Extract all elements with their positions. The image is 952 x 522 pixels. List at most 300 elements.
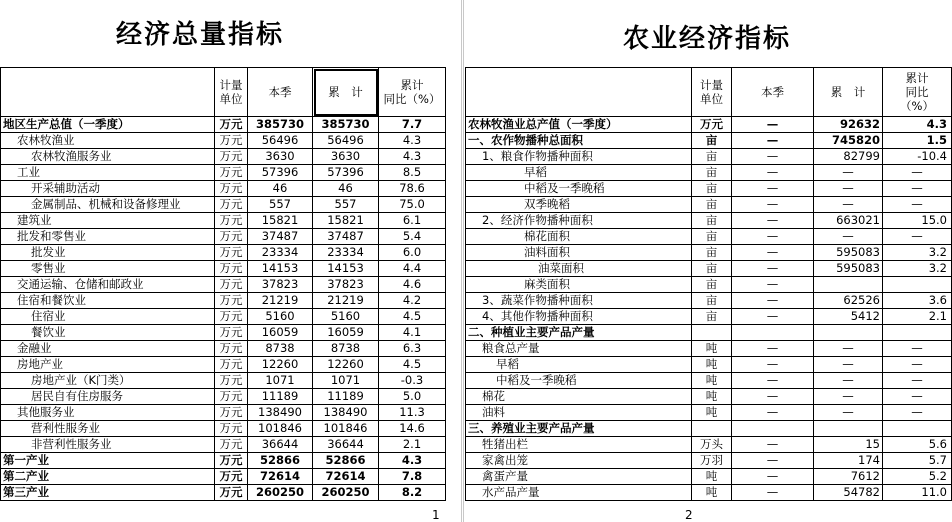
table-row bbox=[1, 469, 446, 485]
row-total[interactable]: — bbox=[814, 197, 883, 213]
table-row bbox=[1, 437, 446, 453]
row-label[interactable]: 禽蛋产量 bbox=[466, 469, 692, 485]
row-unit[interactable]: 万元 bbox=[215, 213, 248, 229]
row-unit[interactable]: 亩 bbox=[692, 277, 732, 293]
row-unit[interactable]: 万元 bbox=[215, 133, 248, 149]
row-unit[interactable]: 万元 bbox=[215, 373, 248, 389]
row-label[interactable]: 工业 bbox=[1, 165, 215, 181]
row-label[interactable]: 第二产业 bbox=[1, 469, 215, 485]
row-label[interactable]: 第一产业 bbox=[1, 453, 215, 469]
row-yoy[interactable]: -10.4 bbox=[883, 149, 952, 165]
row-unit[interactable]: 万元 bbox=[215, 453, 248, 469]
row-yoy[interactable]: — bbox=[883, 181, 952, 197]
row-total[interactable]: 260250 bbox=[313, 485, 379, 501]
table-row bbox=[466, 389, 952, 405]
row-season[interactable]: — bbox=[732, 149, 814, 165]
row-unit[interactable]: 万元 bbox=[215, 197, 248, 213]
row-label[interactable]: 金属制品、机械和设备修理业 bbox=[1, 197, 215, 213]
table-row bbox=[466, 245, 952, 261]
row-unit[interactable]: 万元 bbox=[215, 277, 248, 293]
row-total[interactable]: 138490 bbox=[313, 405, 379, 421]
table-row bbox=[466, 341, 952, 357]
row-total[interactable]: 36644 bbox=[313, 437, 379, 453]
row-season[interactable]: — bbox=[732, 309, 814, 325]
row-season[interactable]: 1071 bbox=[248, 373, 313, 389]
row-yoy[interactable]: 6.1 bbox=[379, 213, 446, 229]
table-row bbox=[466, 469, 952, 485]
row-label[interactable]: 零售业 bbox=[1, 261, 215, 277]
row-label[interactable]: 家禽出笼 bbox=[466, 453, 692, 469]
row-total[interactable]: 72614 bbox=[313, 469, 379, 485]
row-yoy[interactable]: 6.0 bbox=[379, 245, 446, 261]
table-row bbox=[466, 277, 952, 293]
table-row bbox=[466, 485, 952, 501]
row-yoy[interactable]: 7.8 bbox=[379, 469, 446, 485]
row-season[interactable]: 14153 bbox=[248, 261, 313, 277]
row-season[interactable]: — bbox=[732, 341, 814, 357]
row-yoy[interactable]: 8.2 bbox=[379, 485, 446, 501]
table-row bbox=[1, 117, 446, 133]
row-total[interactable]: 56496 bbox=[313, 133, 379, 149]
row-yoy[interactable]: 5.0 bbox=[379, 389, 446, 405]
row-total[interactable]: 15821 bbox=[313, 213, 379, 229]
row-unit[interactable] bbox=[692, 421, 732, 437]
row-season[interactable]: 8738 bbox=[248, 341, 313, 357]
row-label[interactable]: 营利性服务业 bbox=[1, 421, 215, 437]
row-yoy[interactable]: — bbox=[883, 405, 952, 421]
row-season[interactable]: — bbox=[732, 245, 814, 261]
row-total[interactable]: 37487 bbox=[313, 229, 379, 245]
row-unit[interactable]: 吨 bbox=[692, 357, 732, 373]
header-unit: 计量 单位 bbox=[215, 68, 248, 117]
row-total[interactable]: 101846 bbox=[313, 421, 379, 437]
row-season[interactable]: 11189 bbox=[248, 389, 313, 405]
row-yoy[interactable]: 7.7 bbox=[379, 117, 446, 133]
row-yoy[interactable]: — bbox=[883, 165, 952, 181]
row-label[interactable]: 2、经济作物播种面积 bbox=[466, 213, 692, 229]
row-unit[interactable]: 万元 bbox=[215, 389, 248, 405]
table-row bbox=[466, 149, 952, 165]
row-season[interactable]: — bbox=[732, 389, 814, 405]
row-yoy[interactable]: — bbox=[883, 229, 952, 245]
row-label[interactable]: 农林牧渔业总产值（一季度） bbox=[466, 117, 692, 133]
row-total[interactable]: 557 bbox=[313, 197, 379, 213]
row-unit[interactable]: 万元 bbox=[215, 245, 248, 261]
table-row bbox=[1, 405, 446, 421]
row-total[interactable]: — bbox=[814, 165, 883, 181]
row-label[interactable]: 房地产业（K门类） bbox=[1, 373, 215, 389]
row-yoy[interactable]: 4.3 bbox=[379, 149, 446, 165]
row-label[interactable]: 双季晚稻 bbox=[466, 197, 692, 213]
row-unit[interactable]: 万元 bbox=[215, 325, 248, 341]
row-season[interactable]: — bbox=[732, 261, 814, 277]
row-total[interactable]: 12260 bbox=[313, 357, 379, 373]
row-season[interactable]: 5160 bbox=[248, 309, 313, 325]
row-yoy[interactable] bbox=[883, 277, 952, 293]
row-total[interactable]: — bbox=[814, 405, 883, 421]
header-unit: 计量 单位 bbox=[692, 68, 732, 117]
row-unit[interactable]: 万头 bbox=[692, 437, 732, 453]
row-total[interactable] bbox=[814, 325, 883, 341]
row-total[interactable] bbox=[814, 277, 883, 293]
row-label[interactable]: 3、蔬菜作物播种面积 bbox=[466, 293, 692, 309]
row-total[interactable] bbox=[814, 421, 883, 437]
row-label[interactable]: 水产品产量 bbox=[466, 485, 692, 501]
table-row bbox=[466, 117, 952, 133]
row-season[interactable]: 46 bbox=[248, 181, 313, 197]
row-yoy[interactable]: — bbox=[883, 373, 952, 389]
row-total[interactable]: 745820 bbox=[814, 133, 883, 149]
row-yoy[interactable]: 2.1 bbox=[883, 309, 952, 325]
row-season[interactable]: 16059 bbox=[248, 325, 313, 341]
header-season: 本季 bbox=[732, 68, 814, 117]
table-row bbox=[466, 293, 952, 309]
row-label[interactable]: 油料 bbox=[466, 405, 692, 421]
row-label[interactable]: 住宿业 bbox=[1, 309, 215, 325]
row-yoy[interactable]: 4.4 bbox=[379, 261, 446, 277]
row-total[interactable]: — bbox=[814, 229, 883, 245]
row-yoy[interactable]: 5.4 bbox=[379, 229, 446, 245]
row-unit[interactable]: 亩 bbox=[692, 309, 732, 325]
row-unit[interactable]: 万元 bbox=[215, 469, 248, 485]
row-season[interactable]: — bbox=[732, 181, 814, 197]
sheet-title: 经济总量指标 bbox=[116, 20, 285, 50]
row-yoy[interactable]: 2.1 bbox=[379, 437, 446, 453]
row-unit[interactable] bbox=[692, 325, 732, 341]
row-yoy[interactable] bbox=[883, 325, 952, 341]
table-row bbox=[1, 453, 446, 469]
row-season[interactable]: 15821 bbox=[248, 213, 313, 229]
row-label[interactable]: 棉花面积 bbox=[466, 229, 692, 245]
table-row bbox=[1, 133, 446, 149]
row-unit[interactable]: 万元 bbox=[215, 357, 248, 373]
table-row bbox=[1, 293, 446, 309]
row-total[interactable]: — bbox=[814, 373, 883, 389]
economy-table bbox=[0, 67, 446, 501]
row-yoy[interactable]: 11.0 bbox=[883, 485, 952, 501]
row-unit[interactable]: 亩 bbox=[692, 213, 732, 229]
row-yoy[interactable]: 75.0 bbox=[379, 197, 446, 213]
row-total[interactable]: 7612 bbox=[814, 469, 883, 485]
row-label[interactable]: 居民自有住房服务 bbox=[1, 389, 215, 405]
row-label[interactable]: 其他服务业 bbox=[1, 405, 215, 421]
row-yoy[interactable]: 4.2 bbox=[379, 293, 446, 309]
row-total[interactable]: — bbox=[814, 357, 883, 373]
row-season[interactable]: — bbox=[732, 405, 814, 421]
row-season[interactable]: — bbox=[732, 213, 814, 229]
row-season[interactable]: — bbox=[732, 469, 814, 485]
row-yoy[interactable]: — bbox=[883, 341, 952, 357]
row-yoy[interactable]: -0.3 bbox=[379, 373, 446, 389]
row-season[interactable]: — bbox=[732, 133, 814, 149]
row-season[interactable]: — bbox=[732, 165, 814, 181]
row-total[interactable]: 5160 bbox=[313, 309, 379, 325]
row-total[interactable]: 92632 bbox=[814, 117, 883, 133]
table-row bbox=[466, 373, 952, 389]
row-season[interactable]: 12260 bbox=[248, 357, 313, 373]
row-label[interactable]: 油菜面积 bbox=[466, 261, 692, 277]
page-number: 1 bbox=[432, 508, 440, 522]
row-total[interactable]: 82799 bbox=[814, 149, 883, 165]
row-season[interactable]: — bbox=[732, 117, 814, 133]
table-row bbox=[1, 357, 446, 373]
table-row bbox=[466, 261, 952, 277]
table-row bbox=[466, 133, 952, 149]
row-yoy[interactable]: 5.2 bbox=[883, 469, 952, 485]
row-label[interactable]: 中稻及一季晚稻 bbox=[466, 373, 692, 389]
table-row bbox=[1, 277, 446, 293]
row-unit[interactable]: 亩 bbox=[692, 229, 732, 245]
row-label[interactable]: 餐饮业 bbox=[1, 325, 215, 341]
row-label[interactable]: 粮食总产量 bbox=[466, 341, 692, 357]
table-row bbox=[466, 437, 952, 453]
row-season[interactable]: 21219 bbox=[248, 293, 313, 309]
table-row bbox=[1, 373, 446, 389]
row-label[interactable]: 棉花 bbox=[466, 389, 692, 405]
row-total[interactable]: 174 bbox=[814, 453, 883, 469]
sheet-economy bbox=[0, 0, 461, 522]
row-unit[interactable]: 万元 bbox=[215, 229, 248, 245]
table-row bbox=[1, 309, 446, 325]
row-season[interactable]: 56496 bbox=[248, 133, 313, 149]
row-unit[interactable]: 万元 bbox=[215, 341, 248, 357]
row-season[interactable]: 37823 bbox=[248, 277, 313, 293]
row-total[interactable]: 46 bbox=[313, 181, 379, 197]
row-label[interactable]: 二、种植业主要产品产量 bbox=[466, 325, 692, 341]
row-label[interactable]: 中稻及一季晚稻 bbox=[466, 181, 692, 197]
row-label[interactable]: 1、粮食作物播种面积 bbox=[466, 149, 692, 165]
row-unit[interactable]: 万元 bbox=[215, 261, 248, 277]
header-yoy: 累计 同比（%） bbox=[379, 68, 446, 117]
row-yoy[interactable]: 14.6 bbox=[379, 421, 446, 437]
row-season[interactable]: 557 bbox=[248, 197, 313, 213]
table-row bbox=[1, 245, 446, 261]
row-season[interactable]: — bbox=[732, 229, 814, 245]
row-unit[interactable]: 吨 bbox=[692, 405, 732, 421]
row-unit[interactable]: 万元 bbox=[215, 181, 248, 197]
row-label[interactable]: 牲猪出栏 bbox=[466, 437, 692, 453]
table-row bbox=[1, 341, 446, 357]
table-row bbox=[1, 421, 446, 437]
row-total[interactable]: 62526 bbox=[814, 293, 883, 309]
row-season[interactable]: 23334 bbox=[248, 245, 313, 261]
agriculture-table bbox=[465, 67, 952, 501]
row-yoy[interactable]: 15.0 bbox=[883, 213, 952, 229]
row-label[interactable]: 油料面积 bbox=[466, 245, 692, 261]
row-unit[interactable]: 万元 bbox=[215, 485, 248, 501]
table-row bbox=[1, 165, 446, 181]
table-row bbox=[466, 309, 952, 325]
row-label[interactable]: 房地产业 bbox=[1, 357, 215, 373]
row-season[interactable]: 3630 bbox=[248, 149, 313, 165]
row-yoy[interactable]: 78.6 bbox=[379, 181, 446, 197]
row-unit[interactable]: 万元 bbox=[215, 437, 248, 453]
row-label[interactable]: 开采辅助活动 bbox=[1, 181, 215, 197]
row-total[interactable]: 52866 bbox=[313, 453, 379, 469]
row-season[interactable]: 138490 bbox=[248, 405, 313, 421]
row-season[interactable]: 57396 bbox=[248, 165, 313, 181]
row-unit[interactable]: 亩 bbox=[692, 197, 732, 213]
row-season[interactable] bbox=[732, 325, 814, 341]
table-row bbox=[1, 213, 446, 229]
row-total[interactable]: 8738 bbox=[313, 341, 379, 357]
row-unit[interactable]: 亩 bbox=[692, 181, 732, 197]
row-label[interactable]: 4、其他作物播种面积 bbox=[466, 309, 692, 325]
row-unit[interactable]: 亩 bbox=[692, 133, 732, 149]
row-season[interactable]: 385730 bbox=[248, 117, 313, 133]
row-total[interactable]: 15 bbox=[814, 437, 883, 453]
row-total[interactable]: — bbox=[814, 389, 883, 405]
row-unit[interactable]: 吨 bbox=[692, 389, 732, 405]
row-yoy[interactable]: 4.6 bbox=[379, 277, 446, 293]
header-row bbox=[1, 68, 446, 117]
row-season[interactable]: 36644 bbox=[248, 437, 313, 453]
row-total[interactable]: 11189 bbox=[313, 389, 379, 405]
row-label[interactable]: 一、农作物播种总面积 bbox=[466, 133, 692, 149]
row-season[interactable]: — bbox=[732, 197, 814, 213]
row-label[interactable]: 地区生产总值（一季度） bbox=[1, 117, 215, 133]
row-total[interactable]: 385730 bbox=[313, 117, 379, 133]
header-indicator bbox=[1, 68, 215, 117]
row-total[interactable]: 57396 bbox=[313, 165, 379, 181]
row-label[interactable]: 批发和零售业 bbox=[1, 229, 215, 245]
row-label[interactable]: 住宿和餐饮业 bbox=[1, 293, 215, 309]
header-yoy: 累计 同比 （%） bbox=[883, 68, 952, 117]
table-row bbox=[466, 325, 952, 341]
row-season[interactable]: 101846 bbox=[248, 421, 313, 437]
row-unit[interactable]: 吨 bbox=[692, 373, 732, 389]
row-unit[interactable]: 万元 bbox=[215, 421, 248, 437]
row-yoy[interactable]: 3.2 bbox=[883, 261, 952, 277]
row-yoy[interactable]: 5.6 bbox=[883, 437, 952, 453]
row-season[interactable]: — bbox=[732, 357, 814, 373]
row-season[interactable]: 37487 bbox=[248, 229, 313, 245]
row-yoy[interactable] bbox=[883, 421, 952, 437]
table-row bbox=[1, 325, 446, 341]
row-yoy[interactable]: 4.1 bbox=[379, 325, 446, 341]
sheet-title: 农业经济指标 bbox=[623, 24, 792, 54]
table-row bbox=[1, 229, 446, 245]
row-yoy[interactable]: 4.3 bbox=[883, 117, 952, 133]
row-yoy[interactable]: 4.3 bbox=[379, 453, 446, 469]
row-unit[interactable]: 万羽 bbox=[692, 453, 732, 469]
row-unit[interactable]: 万元 bbox=[215, 405, 248, 421]
row-unit[interactable]: 万元 bbox=[215, 149, 248, 165]
table-row bbox=[466, 229, 952, 245]
row-total[interactable]: 54782 bbox=[814, 485, 883, 501]
row-unit[interactable]: 亩 bbox=[692, 245, 732, 261]
row-season[interactable]: 72614 bbox=[248, 469, 313, 485]
row-season[interactable] bbox=[732, 421, 814, 437]
table-row bbox=[466, 165, 952, 181]
row-unit[interactable]: 吨 bbox=[692, 469, 732, 485]
row-unit[interactable]: 万元 bbox=[215, 293, 248, 309]
row-unit[interactable]: 万元 bbox=[215, 309, 248, 325]
row-unit[interactable]: 万元 bbox=[692, 117, 732, 133]
table-row bbox=[466, 197, 952, 213]
row-total[interactable]: 1071 bbox=[313, 373, 379, 389]
row-yoy[interactable]: 1.5 bbox=[883, 133, 952, 149]
table-row bbox=[466, 405, 952, 421]
row-yoy[interactable]: — bbox=[883, 389, 952, 405]
row-yoy[interactable]: — bbox=[883, 357, 952, 373]
row-season[interactable]: — bbox=[732, 277, 814, 293]
sheet-divider bbox=[461, 0, 462, 522]
row-total[interactable]: — bbox=[814, 181, 883, 197]
row-label[interactable]: 麻类面积 bbox=[466, 277, 692, 293]
row-yoy[interactable]: 4.3 bbox=[379, 133, 446, 149]
row-yoy[interactable]: 3.6 bbox=[883, 293, 952, 309]
row-total[interactable]: 16059 bbox=[313, 325, 379, 341]
row-label[interactable]: 建筑业 bbox=[1, 213, 215, 229]
row-total[interactable]: — bbox=[814, 341, 883, 357]
row-total[interactable]: 37823 bbox=[313, 277, 379, 293]
row-label[interactable]: 三、养殖业主要产品产量 bbox=[466, 421, 692, 437]
row-label[interactable]: 早稻 bbox=[466, 357, 692, 373]
row-season[interactable]: — bbox=[732, 437, 814, 453]
row-total[interactable]: 595083 bbox=[814, 245, 883, 261]
row-label[interactable]: 非营利性服务业 bbox=[1, 437, 215, 453]
row-yoy[interactable]: 6.3 bbox=[379, 341, 446, 357]
row-season[interactable]: — bbox=[732, 373, 814, 389]
row-total[interactable]: 21219 bbox=[313, 293, 379, 309]
row-unit[interactable]: 万元 bbox=[215, 117, 248, 133]
row-unit[interactable]: 吨 bbox=[692, 341, 732, 357]
row-yoy[interactable]: 5.7 bbox=[883, 453, 952, 469]
table-row bbox=[466, 357, 952, 373]
row-yoy[interactable]: — bbox=[883, 197, 952, 213]
row-label[interactable]: 金融业 bbox=[1, 341, 215, 357]
row-unit[interactable]: 万元 bbox=[215, 165, 248, 181]
row-unit[interactable]: 吨 bbox=[692, 485, 732, 501]
table-row bbox=[466, 453, 952, 469]
table-row bbox=[466, 421, 952, 437]
row-season[interactable]: 52866 bbox=[248, 453, 313, 469]
sheet-agriculture bbox=[463, 0, 952, 522]
row-label[interactable]: 早稻 bbox=[466, 165, 692, 181]
row-yoy[interactable]: 3.2 bbox=[883, 245, 952, 261]
header-cumulative[interactable]: 累 计 bbox=[313, 68, 379, 117]
row-total[interactable]: 663021 bbox=[814, 213, 883, 229]
row-label[interactable]: 第三产业 bbox=[1, 485, 215, 501]
row-yoy[interactable]: 11.3 bbox=[379, 405, 446, 421]
row-total[interactable]: 3630 bbox=[313, 149, 379, 165]
table-row bbox=[1, 485, 446, 501]
row-total[interactable]: 14153 bbox=[313, 261, 379, 277]
row-total[interactable]: 23334 bbox=[313, 245, 379, 261]
row-label[interactable]: 农林牧渔服务业 bbox=[1, 149, 215, 165]
row-season[interactable]: — bbox=[732, 453, 814, 469]
row-unit[interactable]: 亩 bbox=[692, 261, 732, 277]
row-total[interactable]: 5412 bbox=[814, 309, 883, 325]
header-row bbox=[466, 68, 952, 117]
row-label[interactable]: 批发业 bbox=[1, 245, 215, 261]
row-yoy[interactable]: 8.5 bbox=[379, 165, 446, 181]
row-total[interactable]: 595083 bbox=[814, 261, 883, 277]
row-unit[interactable]: 亩 bbox=[692, 165, 732, 181]
row-unit[interactable]: 亩 bbox=[692, 293, 732, 309]
table-row bbox=[1, 389, 446, 405]
row-unit[interactable]: 亩 bbox=[692, 149, 732, 165]
row-label[interactable]: 农林牧渔业 bbox=[1, 133, 215, 149]
row-season[interactable]: — bbox=[732, 293, 814, 309]
row-season[interactable]: — bbox=[732, 485, 814, 501]
row-yoy[interactable]: 4.5 bbox=[379, 309, 446, 325]
row-label[interactable]: 交通运输、仓储和邮政业 bbox=[1, 277, 215, 293]
row-season[interactable]: 260250 bbox=[248, 485, 313, 501]
header-cumulative: 累 计 bbox=[814, 68, 883, 117]
row-yoy[interactable]: 4.5 bbox=[379, 357, 446, 373]
